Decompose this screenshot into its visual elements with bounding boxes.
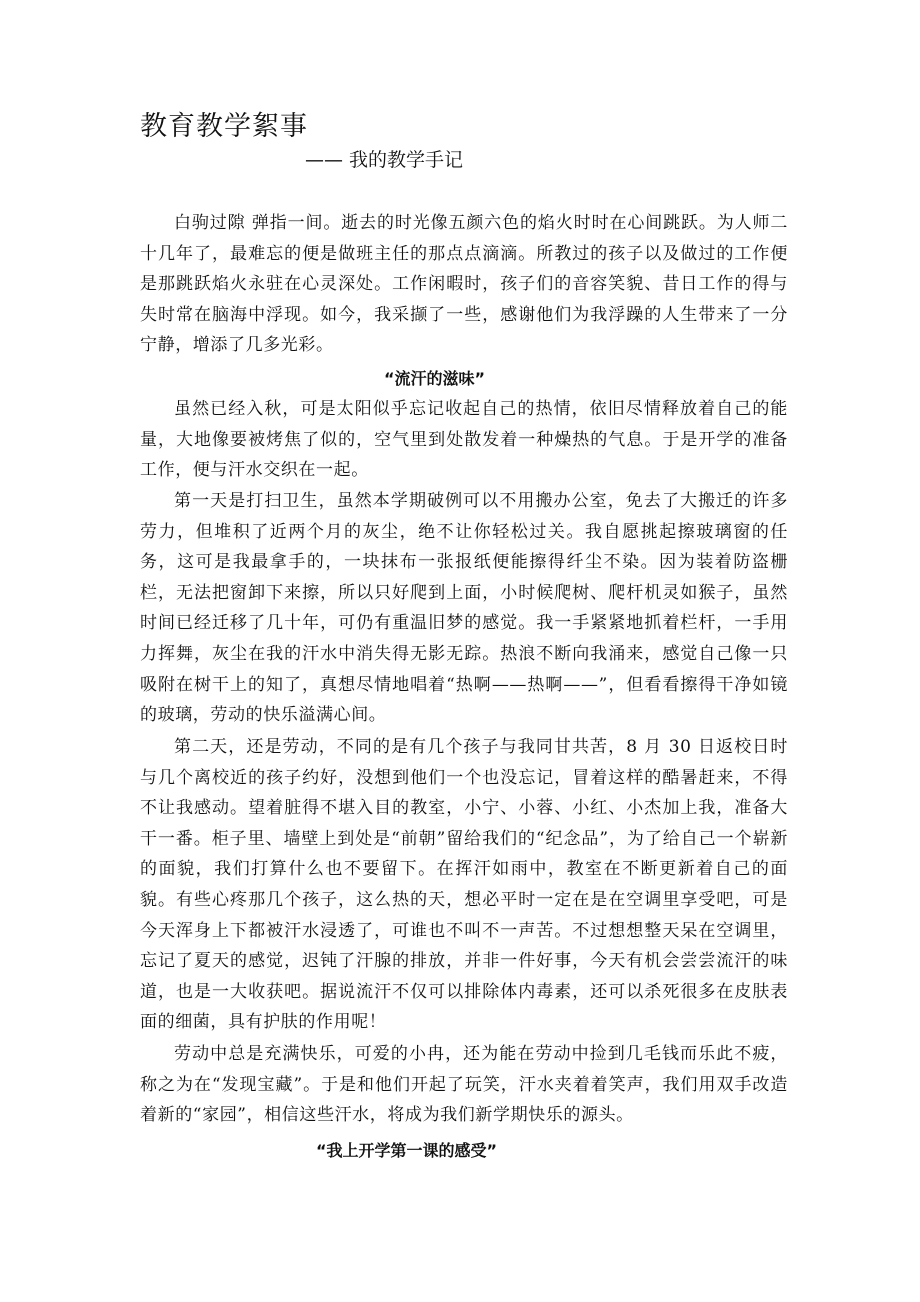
intro-paragraph: 白驹过隙 弹指一间。逝去的时光像五颜六色的焰火时时在心间跳跃。为人师二十几年了，最难忘的便是做班主任的那点点滴滴。所教过的孩子以及做过的工作便是那跳跃焰火永驻在心灵深处。工作闲暇时，孩子们的音容笑貌、昔日工作的得与失时常在脑海中浮现。如今，我采撷了一些，感谢他们为我浮躁的人生带来了一分宁静，增添了几多光彩。 [140, 213, 788, 356]
section-heading-sweat: “流汗的滋味” [384, 369, 486, 388]
paragraph: 劳动中总是充满快乐，可爱的小冉，还为能在劳动中捡到几毛钱而乐此不疲，称之为在“发现宝藏”。于是和他们开起了玩笑，汗水夹着着笑声，我们用双手改造着新的“家园”，相信这些汗水，将成为我们新学期快乐的源头。 [140, 1044, 788, 1126]
paragraph: 第一天是打扫卫生，虽然本学期破例可以不用搬办公室，免去了大搬迁的许多劳力，但堆积了近两个月的灰尘，绝不让你轻松过关。我自愿挑起擦玻璃窗的任务，这可是我最拿手的，一块抹布一张报纸便能擦得纤尘不染。因为装着防盗栅栏，无法把窗卸下来擦，所以只好爬到上面，小时候爬树、爬杆机灵如猴子，虽然时间已经迁移了几十年，可仍有重温旧梦的感觉。我一手紧紧地抓着栏杆，一手用力挥舞，灰尘在我的汗水中消失得无影无踪。热浪不断向我涌来，感觉自己像一只吸附在树干上的知了，真想尽情地唱着“热啊——热啊——”，但看看擦得干净如镜的玻璃，劳动的快乐溢满心间。 [140, 491, 788, 726]
document-subtitle: —— 我的教学手记 [305, 149, 464, 171]
paragraph: 第二天，还是劳动，不同的是有几个孩子与我同甘共苦，8 月 30 日返校日时与几个离校近的孩子约好，没想到他们一个也没忘记，冒着这样的酷暑赶来，不得不让我感动。望着脏得不堪入目的教室，小宁、小蓉、小红、小杰加上我，准备大干一番。柜子里、墙壁上到处是“前朝”留给我们的“纪念品”，为了给自己一个崭新的面貌，我们打算什么也不要留下。在挥汗如雨中，教室在不断更新着自己的面貌。有些心疼那几个孩子，这么热的天，想必平时一定在是在空调里享受吧，可是今天浑身上下都被汗水浸透了，可谁也不叫不一声苦。不过想想整天呆在空调里，忘记了夏天的感觉，迟钝了汗腺的排放，并非一件好事，今天有机会尝尝流汗的味道，也是一大收获吧。据说流汗不仅可以排除体内毒素，还可以杀死很多在皮肤表面的细菌，具有护肤的作用呢！ [140, 737, 788, 1033]
paragraph: 虽然已经入秋，可是太阳似乎忘记收起自己的热情，依旧尽情释放着自己的能量，大地像要被烤焦了似的，空气里到处散发着一种燥热的气息。于是开学的准备工作，便与汗水交织在一起。 [140, 399, 788, 481]
document-title: 教育教学絮事 [140, 111, 308, 142]
section-heading-first-lesson: “我上开学第一课的感受” [316, 1141, 498, 1160]
